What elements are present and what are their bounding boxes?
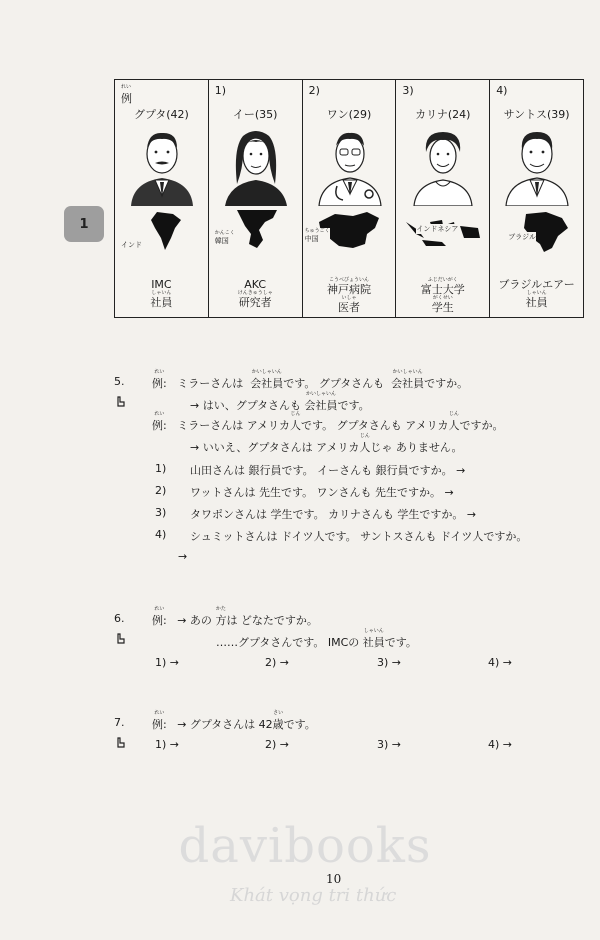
table-cell bbox=[490, 80, 583, 317]
table-cell bbox=[396, 80, 490, 317]
person-name: ワン(29) bbox=[326, 108, 372, 121]
cell-number bbox=[215, 84, 226, 97]
cell-number bbox=[496, 84, 507, 97]
ruby: がくせい bbox=[432, 295, 453, 301]
ruby: いしゃ bbox=[341, 295, 357, 301]
ruby: しゃいん bbox=[526, 290, 547, 296]
affiliation bbox=[115, 278, 208, 309]
ruby: こうべびょういん bbox=[328, 277, 369, 283]
cd-track-icon bbox=[116, 633, 126, 644]
exercise-number: 5. bbox=[114, 375, 125, 388]
ruby: しゃいん bbox=[151, 290, 172, 296]
affiliation bbox=[209, 278, 302, 309]
country-label bbox=[121, 240, 142, 250]
affiliation-role: 社員 bbox=[150, 296, 173, 309]
answer-item: 2) → bbox=[265, 656, 290, 669]
country-label bbox=[215, 230, 235, 246]
answer-arrow: → bbox=[178, 550, 188, 563]
affiliation bbox=[303, 278, 396, 314]
country-label bbox=[305, 228, 330, 244]
example-label: 例: れい bbox=[152, 606, 167, 627]
example-answer: ……グプタさんです。 IMCの 社員 しゃいん です。 bbox=[216, 628, 417, 649]
person-name: サントス(39) bbox=[503, 108, 570, 121]
page-number: 10 bbox=[326, 872, 342, 886]
country-label bbox=[416, 224, 458, 234]
answer-item: 2) → bbox=[265, 738, 290, 751]
example-line: 例: れい ミラーさんは 会社員 かいしゃいん です。 グプタさんも 会社員 かいしゃいん ですか。 bbox=[152, 369, 469, 390]
question-number: 2) bbox=[155, 484, 167, 497]
person-name: グプタ(42) bbox=[133, 108, 189, 121]
country-text: インドネシア bbox=[416, 225, 459, 233]
question: 山田さんは 銀行員です。 イーさんも 銀行員ですか。 → bbox=[190, 464, 466, 477]
answer-item: 4) → bbox=[488, 738, 513, 751]
portrait-woman-icon bbox=[219, 124, 293, 206]
unit-badge: 1 bbox=[64, 206, 104, 242]
example-answer: → いいえ、グプタさんは アメリカ人 じん じゃ ありません。 bbox=[190, 433, 463, 454]
cell-number bbox=[121, 84, 132, 106]
cd-track-icon bbox=[116, 396, 126, 407]
portrait-doctor-icon bbox=[313, 124, 387, 206]
affiliation-org: IMC bbox=[151, 278, 172, 291]
country-text: インド bbox=[121, 241, 142, 249]
example-label: 例: れい bbox=[152, 710, 167, 731]
answer-item: 4) → bbox=[488, 656, 513, 669]
portrait-man-jacket-icon bbox=[500, 124, 574, 206]
cell-number bbox=[402, 84, 413, 97]
affiliation-org: 神戸病院 bbox=[326, 283, 371, 296]
portrait-man-suit-icon bbox=[125, 124, 199, 206]
affiliation-role: 医者 bbox=[337, 301, 360, 314]
character-table bbox=[114, 79, 584, 318]
affiliation-role: 社員 bbox=[525, 296, 548, 309]
table-cell bbox=[209, 80, 303, 317]
affiliation-org: 富士大学 bbox=[420, 283, 465, 296]
portrait-student-icon bbox=[406, 124, 480, 206]
ruby: けんきゅうしゃ bbox=[237, 290, 273, 296]
answer-item: 1) → bbox=[155, 656, 180, 669]
person-name: カリナ(24) bbox=[415, 108, 471, 121]
cell-number bbox=[309, 84, 320, 97]
question-number: 4) bbox=[155, 528, 167, 541]
affiliation-role: 研究者 bbox=[238, 296, 272, 309]
brazil-map-icon bbox=[496, 208, 578, 254]
ruby: かんこく bbox=[214, 230, 235, 236]
ruby: ちゅうごく bbox=[304, 228, 330, 234]
affiliation-org: ブラジルエアー bbox=[498, 278, 575, 291]
watermark-subtitle: Khát vọng tri thức bbox=[230, 885, 397, 906]
ruby: ふじだいがく bbox=[427, 277, 458, 283]
affiliation bbox=[490, 278, 583, 309]
question-number: 1) bbox=[155, 462, 167, 475]
cell-number-text: 4) bbox=[496, 84, 508, 97]
exercise-number: 6. bbox=[114, 612, 125, 625]
cd-track-icon bbox=[116, 737, 126, 748]
example-line: 例: れい → グプタさんは 42歳 さい です。 bbox=[152, 710, 316, 731]
country-label bbox=[508, 232, 536, 242]
cell-number-text: 例 bbox=[121, 92, 132, 105]
cell-number-text: 2) bbox=[308, 84, 320, 97]
example-line: 例: れい → あの 方 かた は どなたですか。 bbox=[152, 606, 318, 627]
country-text: 韓国 bbox=[214, 237, 229, 245]
example-label: 例: れい bbox=[152, 369, 167, 390]
person-name: イー(35) bbox=[232, 108, 278, 121]
ruby: れい bbox=[121, 84, 132, 90]
exercise-number: 7. bbox=[114, 716, 125, 729]
country-text: ブラジル bbox=[508, 233, 537, 241]
cell-number-text: 1) bbox=[214, 84, 227, 97]
answer-item: 3) → bbox=[377, 656, 402, 669]
affiliation-org: AKC bbox=[244, 278, 267, 291]
example-label: 例: れい bbox=[152, 411, 167, 432]
question: タワポンさんは 学生です。 カリナさんも 学生ですか。 → bbox=[190, 508, 477, 521]
question-number: 3) bbox=[155, 506, 167, 519]
table-cell bbox=[303, 80, 397, 317]
question: ワットさんは 先生です。 ワンさんも 先生ですか。 → bbox=[190, 486, 454, 499]
affiliation-role: 学生 bbox=[431, 301, 454, 314]
example-line: 例: れい ミラーさんは アメリカ人 じん です。 グプタさんも アメリカ人 じん ですか。 bbox=[152, 411, 504, 432]
example-answer: → はい、グプタさんも 会社員 かいしゃいん です。 bbox=[190, 391, 370, 412]
watermark: davibooks bbox=[178, 818, 432, 874]
cell-number-text: 3) bbox=[402, 84, 414, 97]
country-text: 中国 bbox=[304, 235, 319, 243]
affiliation bbox=[396, 278, 489, 314]
question: シュミットさんは ドイツ人です。 サントスさんも ドイツ人ですか。 bbox=[190, 530, 528, 543]
answer-item: 1) → bbox=[155, 738, 180, 751]
table-cell bbox=[115, 80, 209, 317]
answer-item: 3) → bbox=[377, 738, 402, 751]
